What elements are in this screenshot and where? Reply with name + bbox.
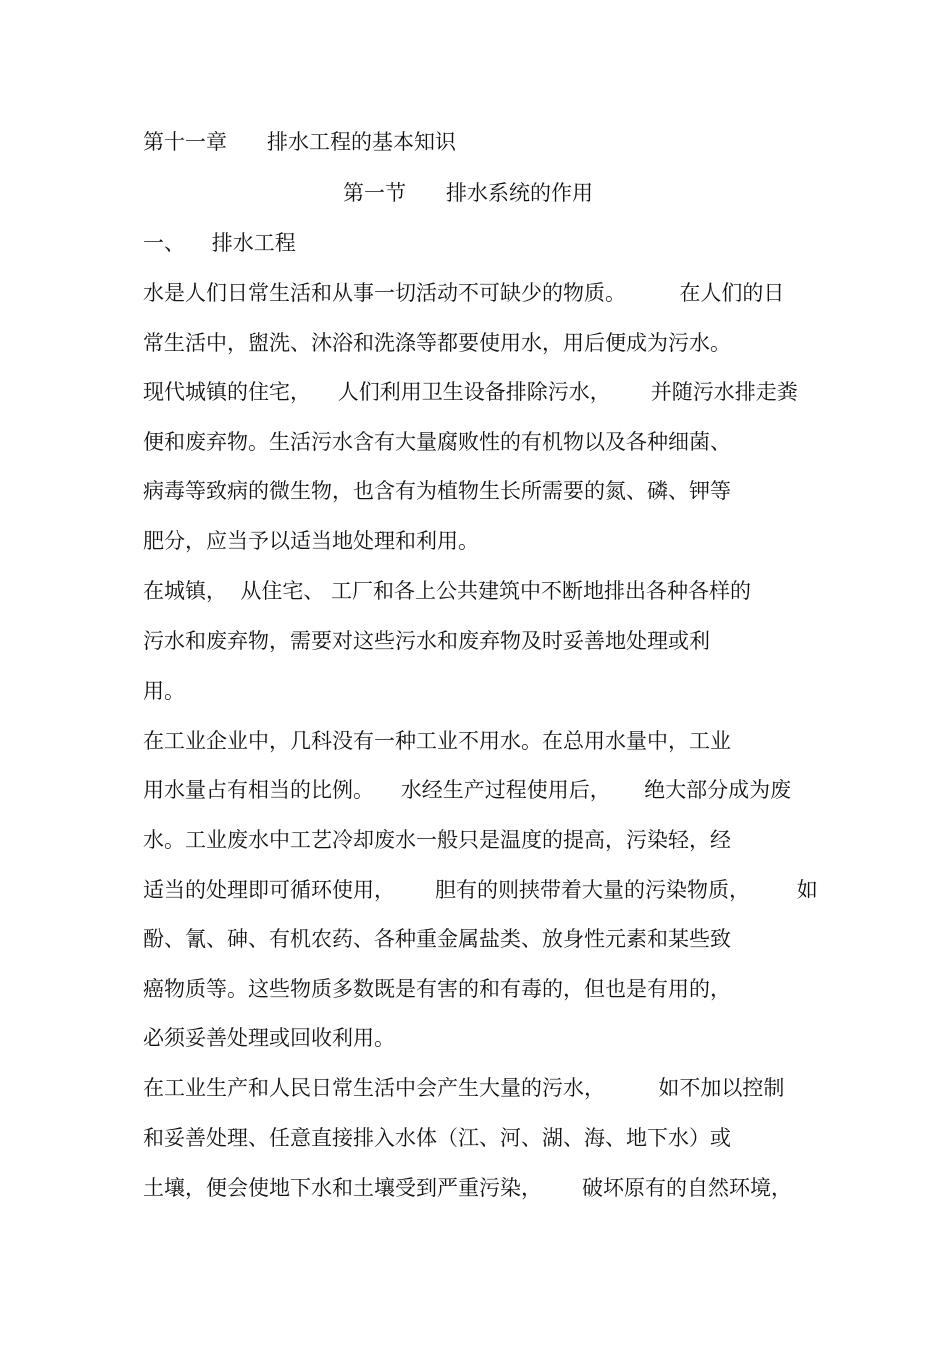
body-line: 水。工业废水中工艺冷却废水一般只是温度的提高，污染轻，经 [143, 828, 731, 852]
subsection-title: 一、 排水工程 [143, 231, 296, 255]
body-line: 病毒等致病的微生物，也含有为植物生长所需要的氮、磷、钾等 [143, 479, 731, 503]
body-line: 在城镇， 从住宅、 工厂和各上公共建筑中不断地排出各种各样的 [143, 579, 752, 603]
section-title: 第一节 排水系统的作用 [343, 181, 594, 205]
body-line: 现代城镇的住宅， 人们利用卫生设备排除污水， 并随污水排走粪 [143, 380, 798, 404]
body-line: 土壤，便会使地下水和土壤受到严重污染， 破坏原有的自然环境， [143, 1176, 793, 1200]
body-line: 常生活中，盥洗、沐浴和洗涤等都要使用水，用后便成为污水。 [143, 331, 731, 355]
body-line: 污水和废弃物，需要对这些污水和废弃物及时妥善地处理或利 [143, 629, 710, 653]
body-line: 必须妥善处理或回收利用。 [143, 1026, 395, 1050]
body-line: 癌物质等。这些物质多数既是有害的和有毒的，但也是有用的， [143, 977, 731, 1001]
body-line: 酚、氰、砷、有机农药、各种重金属盐类、放身性元素和某些致 [143, 927, 731, 951]
body-line: 适当的处理即可循环使用， 胆有的则挟带着大量的污染物质， 如 [143, 878, 818, 902]
body-line: 在工业企业中，几科没有一种工业不用水。在总用水量中，工业 [143, 729, 731, 753]
body-line: 水是人们日常生活和从事一切活动不可缺少的物质。 在人们的日 [143, 281, 785, 305]
body-line: 用水量占有相当的比例。 水经生产过程使用后， 绝大部分成为废 [143, 778, 792, 802]
body-line: 用。 [143, 679, 185, 703]
body-line: 肥分，应当予以适当地处理和利用。 [143, 529, 479, 553]
body-line: 和妥善处理、任意直接排入水体（江、河、湖、海、地下水）或 [143, 1126, 731, 1150]
chapter-title: 第十一章 排水工程的基本知识 [143, 130, 457, 154]
body-line: 便和废弃物。生活污水含有大量腐败性的有机物以及各种细菌、 [143, 430, 731, 454]
body-line: 在工业生产和人民日常生活中会产生大量的污水， 如不加以控制 [143, 1076, 785, 1100]
